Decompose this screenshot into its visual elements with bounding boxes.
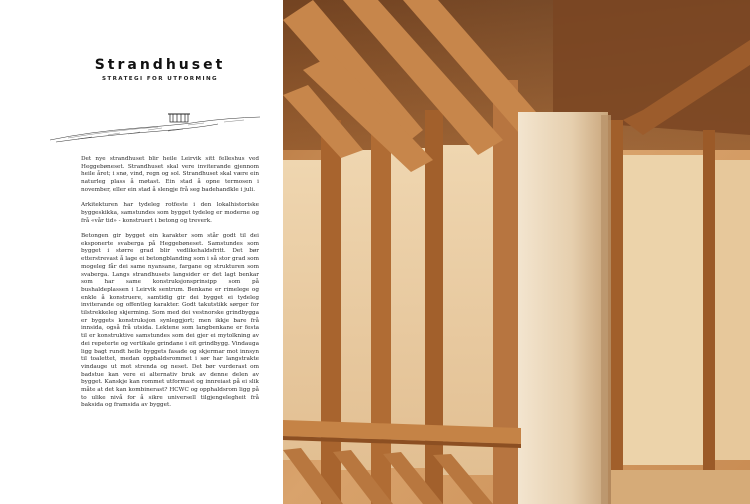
sketch-terrain: [50, 117, 260, 142]
building-render: [283, 0, 750, 504]
page-title: Strandhuset: [94, 57, 226, 73]
paragraph: Det nye strandhuset blir heile Leirvik sitt felleshus ved Heggebøneset. Strandhuset skal vere inviterande gjennom heile året; i snø, vind, regn og sol. Strandhuset skal være ein naturleg plass å møtast. Ein stad å opne termosen i november, eller ein stad å slengje frå seg badehandkle i juli.: [81, 156, 259, 193]
page-subtitle: STRATEGI FOR UTFORMING: [101, 76, 219, 82]
paragraph: Arkitekturen har tydeleg rotfeste i den lokalhistoriske byggeskikka, samstundes som bygget tydeleg er moderne og frå «vår tid» - konstruert i betong og treverk.: [81, 202, 259, 224]
text-column: [0, 0, 283, 504]
floor-right: [611, 470, 750, 504]
site-sketch: [48, 108, 263, 150]
concrete-pillar: [518, 112, 608, 504]
pillar-side: [601, 115, 611, 504]
body-text: [81, 156, 259, 418]
sketch-house: [168, 114, 190, 122]
paragraph: Betongen gir bygget ein karakter som står godt til dei eksponerte svaberga på Heggebøneset. Samstundes som bygget i større grad blir vedlikehaldsfritt. Det bør etterstrevast å lage ei betongblanding som i så stor grad som mogeleg får dei same nyansane, fargane og strukturen som svaberga. Langs strandhusets langsider er det lagt benkar som har same konstruksjonsprinsipp som på bushaldeplassen i Leirvik sentrum. Benkane er rimelege og enkle å konstruere, samtidig gir dei bygget ei tydeleg inviterande og offentleg karakter. Godt takutstikk sørger for tilstrekkeleg skjerming. Som med dei vestnorske grindbygga er byggets konstruksjon synleggjort; men ikkje bare frå innsida, også frå utsida. Lektene som langbenkane er festa til er konstruktive samstundes som dei gjer ei mytolkning av dei repeterte og vertikale grindane i eit grindbygg. Vindauga ligg bagt rundt heile byggets fasade og skjermar mot innsyn til toalettet, medan opphaldsrommet i sør har langstrakte vindauge ut mot strenda og neset. Det bør vurderast om badstue kan vere ei alternativ bruk av denne delen av bygget. Kanskje kan rommet utformast og innreiast på ei slik måte at det kan kombinerast? HCWC og opphaldsrom ligg på to ulike nivå for å sikre universell tilgjengelegheit frå baksida og framsida av bygget.: [81, 233, 259, 409]
